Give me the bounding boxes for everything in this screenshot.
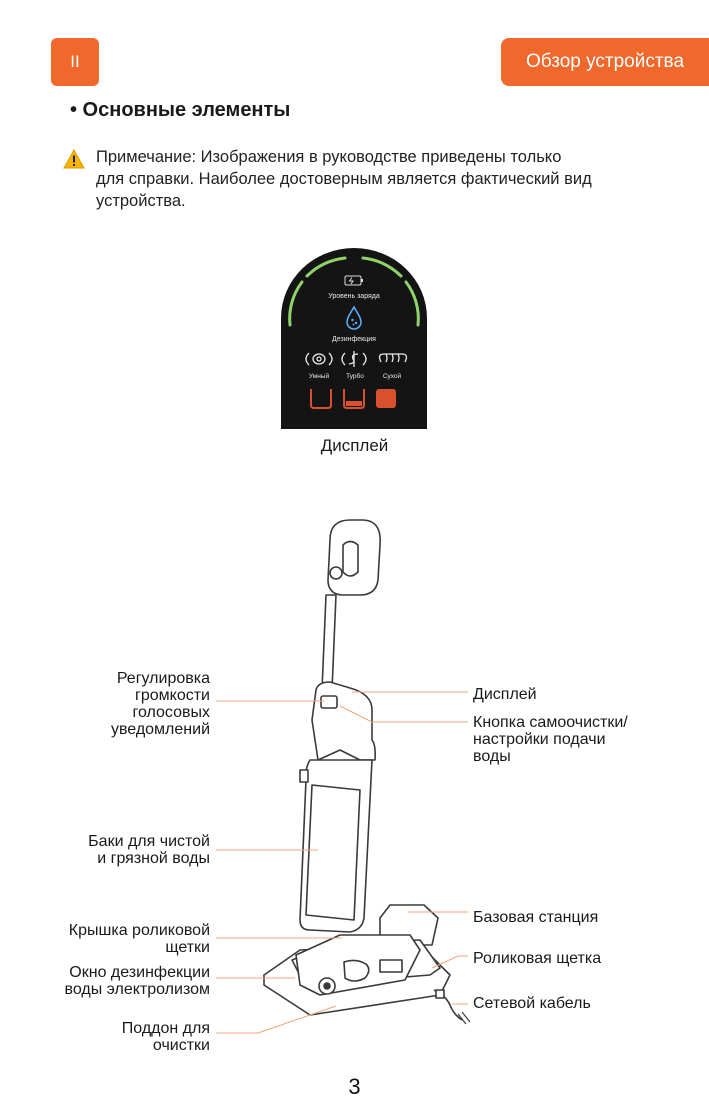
battery-label: Уровень заряда: [328, 293, 380, 300]
display-panel: [281, 248, 427, 429]
leader-tray-2: [258, 1006, 336, 1033]
page-number: 3: [348, 1074, 361, 1099]
chapter-badge: II: [51, 38, 99, 86]
note-text: [96, 146, 676, 212]
warning-icon: [63, 149, 85, 169]
label-brush-cover: Крышка роликовой щетки: [68, 922, 210, 956]
disinfection-label: Дезинфекция: [332, 336, 376, 343]
label-volume-control: Регулировка громкости голосовых уведомлений: [110, 670, 210, 738]
label-electrolysis-window: Окно дезинфекции воды электролизом: [64, 964, 210, 998]
note-line-2: для справки. Наиболее достоверным является фактический вид: [96, 170, 592, 188]
label-power-cable: Сетевой кабель: [473, 995, 591, 1012]
label-roller-brush: Роликовая щетка: [473, 950, 602, 967]
label-base-station: Базовая станция: [473, 909, 599, 926]
vacuum-illustration: [264, 520, 470, 1024]
water-level-indicator: [376, 389, 396, 408]
label-water-tanks: Баки для чистой и грязной воды: [88, 833, 210, 867]
label-self-clean-button: Кнопка самоочистки/ настройки подачи воды: [473, 714, 628, 765]
label-cleaning-tray: Поддон для очистки: [121, 1020, 210, 1054]
display-caption: Дисплей: [320, 436, 389, 455]
mode-label-turbo: Турбо: [346, 373, 364, 380]
section-title: Обзор устройства: [501, 38, 709, 86]
section-heading: • Основные элементы: [70, 99, 291, 121]
mode-label-smart: Умный: [308, 373, 330, 380]
label-display: Дисплей: [473, 686, 537, 703]
note-line-1: Примечание: Изображения в руководстве приведены только: [96, 148, 562, 166]
note-line-3: устройства.: [96, 192, 186, 210]
mode-label-dry: Сухой: [382, 373, 402, 380]
